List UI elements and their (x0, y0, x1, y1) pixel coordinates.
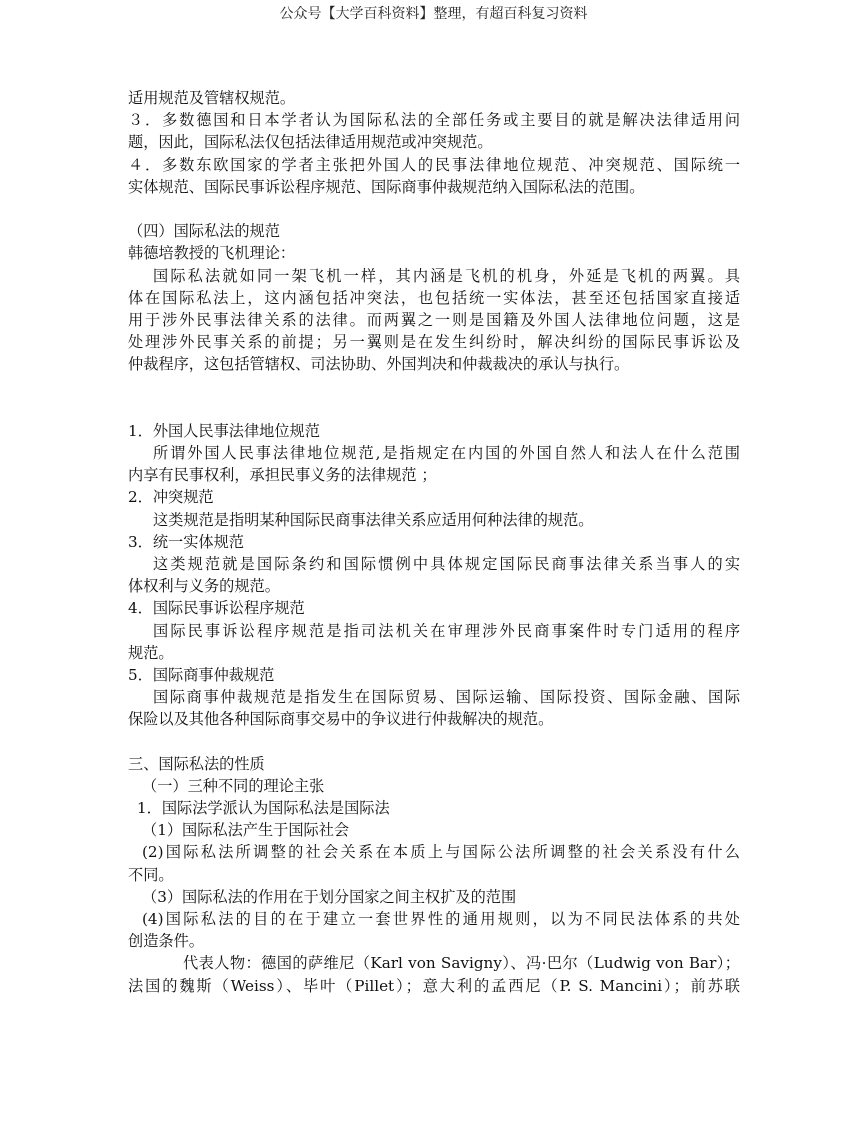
spacer (128, 730, 740, 752)
scope-line-1: 适用规范及管辖权规范。 (128, 89, 296, 107)
nature-subheading-1: （一）三种不同的理论主张 (142, 776, 325, 795)
norms-heading: （四）国际私法的规范 (128, 222, 280, 241)
scope-line-4: ４．多数东欧国家的学者主张把外国人的民事法律地位规范、冲突规范、国际统一 (128, 155, 740, 174)
nature-claim-3: （3）国际私法的作用在于划分国家之间主权扩及的范围 (142, 887, 517, 906)
representatives-line-1: 代表人物：德国的萨维尼（Karl von Savigny）、冯·巴尔（Ludwig von Bar）； (183, 954, 740, 973)
norm-3-text-2: 体权利与义务的规范。 (128, 577, 280, 596)
airplane-theory-line-5: 仲裁程序，这包括管辖权、司法协助、外国判决和仲裁裁决的承认与执行。 (128, 355, 630, 374)
document-body (128, 87, 740, 997)
airplane-theory-line-3: 用于涉外民事法律关系的法律。而两翼之一则是国籍及外国人法律地位问题，这是 (128, 310, 740, 329)
nature-claim-2-line-2: 不同。 (128, 865, 174, 884)
representatives-line-2: 法国的魏斯（Weiss）、毕叶（Pillet）；意大利的孟西尼（P. S. Mancini）；前苏联 (128, 976, 740, 995)
nature-claim-1: （1）国际私法产生于国际社会 (142, 821, 350, 840)
norm-2-text-1: 这类规范是指明某种国际民商事法律关系应适用何种法律的规范。 (153, 510, 594, 529)
norm-4-text-1: 国际民事诉讼程序规范是指司法机关在审理涉外民商事案件时专门适用的程序 (153, 621, 740, 640)
spacer (128, 198, 740, 220)
nature-claim-2-line-1: (2)国际私法所调整的社会关系在本质上与国际公法所调整的社会关系没有什么 (142, 843, 740, 862)
scope-line-2: ３．多数德国和日本学者认为国际私法的全部任务或主要目的就是解决法律适用问 (128, 111, 740, 130)
norm-1-text-2: 内享有民事权利，承担民事义务的法律规范 ； (128, 466, 437, 485)
norms-subheading: 韩德培教授的飞机理论： (128, 244, 296, 263)
airplane-theory-line-1: 国际私法就如同一架飞机一样，其内涵是飞机的机身，外延是飞机的两翼。具 (153, 266, 740, 285)
norm-5-text-2: 保险以及其他各种国际商事交易中的争议进行仲裁解决的规范。 (128, 710, 554, 729)
nature-item-1: 1．国际法学派认为国际私法是国际法 (137, 799, 390, 818)
norm-4-text-2: 规范。 (128, 643, 174, 662)
norm-4-title: 4．国际民事诉讼程序规范 (128, 599, 305, 618)
nature-claim-4-line-2: 创造条件。 (128, 932, 204, 951)
norm-3-title: 3．统一实体规范 (128, 532, 244, 551)
page-header: 公众号【大学百科资料】整理，有超百科复习资料 (279, 6, 588, 22)
nature-claim-4-line-1: (4)国际私法的目的在于建立一套世界性的通用规则，以为不同民法体系的共处 (142, 909, 740, 928)
norm-1-text-1: 所谓外国人民事法律地位规范,是指规定在内国的外国自然人和法人在什么范围 (153, 444, 740, 463)
norm-3-text-1: 这类规范就是国际条约和国际惯例中具体规定国际民商事法律关系当事人的实 (153, 554, 740, 573)
nature-heading: 三、国际私法的性质 (128, 754, 265, 773)
norm-5-text-1: 国际商事仲裁规范是指发生在国际贸易、国际运输、国际投资、国际金融、国际 (153, 688, 740, 707)
spacer (128, 375, 740, 419)
scope-line-5: 实体规范、国际民事诉讼程序规范、国际商事仲裁规范纳入国际私法的范围。 (128, 177, 645, 196)
norm-5-title: 5．国际商事仲裁规范 (128, 665, 275, 684)
airplane-theory-line-4: 处理涉外民事关系的前提；另一翼则是在发生纠纷时，解决纠纷的国际民事诉讼及 (128, 333, 740, 352)
norm-2-title: 2．冲突规范 (128, 488, 214, 507)
norm-1-title: 1．外国人民事法律地位规范 (128, 421, 320, 440)
airplane-theory-line-2: 体在国际私法上，这内涵包括冲突法，也包括统一实体法，甚至还包括国家直接适 (128, 288, 740, 307)
scope-line-3: 题，因此，国际私法仅包括法律适用规范或冲突规范。 (128, 133, 493, 152)
